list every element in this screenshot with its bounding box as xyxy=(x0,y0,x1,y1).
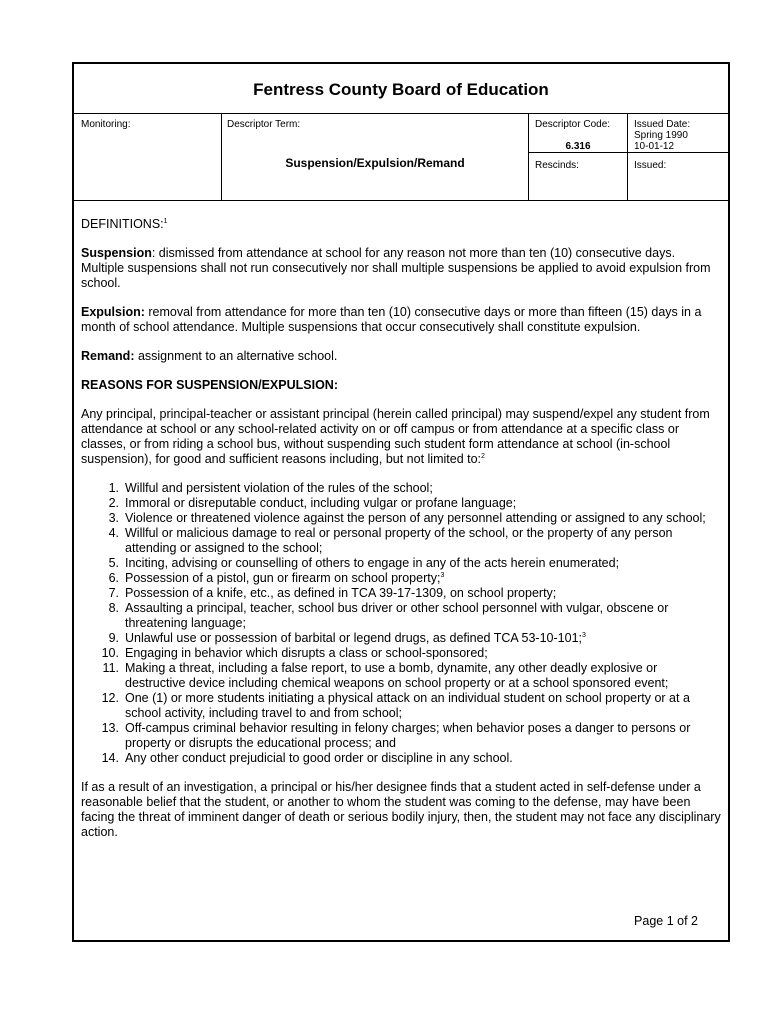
footnote-marker: 2 xyxy=(481,452,485,460)
issued-date-label: Issued Date: xyxy=(634,119,691,130)
expulsion-definition: Expulsion: removal from attendance for more than ten (10) consecutive days or more than fifteen (15) days in a month of school attendance. Multiple suspensions that occur consecutively shall constitute expulsion. xyxy=(81,305,702,334)
policy-body xyxy=(81,217,721,854)
reasons-list xyxy=(81,481,721,766)
policy-header-table xyxy=(74,113,728,201)
monitoring-label: Monitoring: xyxy=(81,119,131,130)
reasons-intro: Any principal, principal-teacher or assistant principal (herein called principal) may suspend/expel any student from attendance at school or any school-related activity on or off campus or from attendance at a specific class or classes, or from riding a school bus, without suspending such student form attendance at school (in-school suspension), for good and sufficient reasons including, but not limited to:$^2$ xyxy=(81,407,710,466)
suspension-definition: Suspension: dismissed from attendance at school for any reason not more than ten (10) consecutive days. Multiple suspensions shall not run consecutively nor shall multiple suspensions be applied to avoid expulsion from school. xyxy=(81,246,711,290)
header-divider xyxy=(528,152,728,153)
list-item: 7. Possession of a knife, etc., as defined in TCA 39-17-1309, on school property; xyxy=(108,586,557,600)
list-item: 10. Engaging in behavior which disrupts a class or school-sponsored; xyxy=(101,646,488,660)
descriptor-term-value: Suspension/Expulsion/Remand xyxy=(285,156,465,170)
descriptor-term-label: Descriptor Term: xyxy=(227,119,301,130)
definitions-heading: DEFINITIONS:$^1$ xyxy=(81,217,168,231)
list-item: 3. Violence or threatened violence against the person of any personnel attending or assigned to any school; xyxy=(108,511,706,525)
issued-date-original: Spring 1990 xyxy=(634,130,688,141)
list-item: 9. Unlawful use or possession of barbital or legend drugs, as defined TCA 53-10-101;$^3$ xyxy=(108,631,586,645)
issued-date-revised: 10-01-12 xyxy=(634,141,675,152)
self-defense-paragraph: If as a result of an investigation, a principal or his/her designee finds that a student acted in self-defense under a reasonable belief that the student, or another to whom the student was coming to the defense, may have been facing the threat of imminent danger of death or serious bodily injury, then, the student may not face any disciplinary action. xyxy=(81,780,721,839)
list-item: 5. Inciting, advising or counselling of others to engage in any of the acts herein enumerated; xyxy=(108,556,620,570)
descriptor-code-label: Descriptor Code: xyxy=(535,119,611,130)
list-item: 11. Making a threat, including a false report, to use a bomb, dynamite, any other deadly explosive or destructive device including chemical weapons on school property or at a school sponsored event; xyxy=(102,661,669,690)
descriptor-code-value: 6.316 xyxy=(565,141,591,152)
list-item: 2. Immoral or disreputable conduct, including vulgar or profane language; xyxy=(108,496,517,510)
remand-definition: Remand: assignment to an alternative school. xyxy=(81,349,338,363)
header-divider xyxy=(627,114,628,200)
rescinds-label: Rescinds: xyxy=(535,160,579,171)
list-item: 12. One (1) or more students initiating a physical attack on an individual student on school property or at a school activity, including travel to and from school; xyxy=(101,691,690,720)
list-item: 6. Possession of a pistol, gun or firearm on school property;$^3$ xyxy=(108,571,445,585)
reasons-heading: REASONS FOR SUSPENSION/EXPULSION: xyxy=(81,378,338,392)
footnote-marker: 3 xyxy=(440,571,445,579)
suspension-term: Suspension xyxy=(81,246,152,260)
list-item: 1. Willful and persistent violation of the rules of the school; xyxy=(108,481,433,495)
footnote-marker: 1 xyxy=(163,217,168,225)
document-title: Fentress County Board of Education xyxy=(253,80,549,99)
list-item: 4. Willful or malicious damage to real or personal property of the school, or the property of any person attending or assigned to the school; xyxy=(108,526,673,555)
footnote-marker: 3 xyxy=(582,631,586,639)
list-item: 13. Off-campus criminal behavior resulting in felony charges; when behavior poses a danger to persons or property or disrupts the educational process; and xyxy=(101,721,691,750)
expulsion-term: Expulsion: xyxy=(81,305,145,319)
header-divider xyxy=(528,114,529,200)
remand-term: Remand: xyxy=(81,349,135,363)
list-item: 14. Any other conduct prejudicial to good order or discipline in any school. xyxy=(101,751,513,765)
document-page xyxy=(72,62,730,942)
page-number: Page 1 of 2 xyxy=(634,914,698,928)
issued-label: Issued: xyxy=(634,160,667,171)
list-item: 8. Assaulting a principal, teacher, school bus driver or other school personnel with vulgar, obscene or threatening language; xyxy=(108,601,669,630)
